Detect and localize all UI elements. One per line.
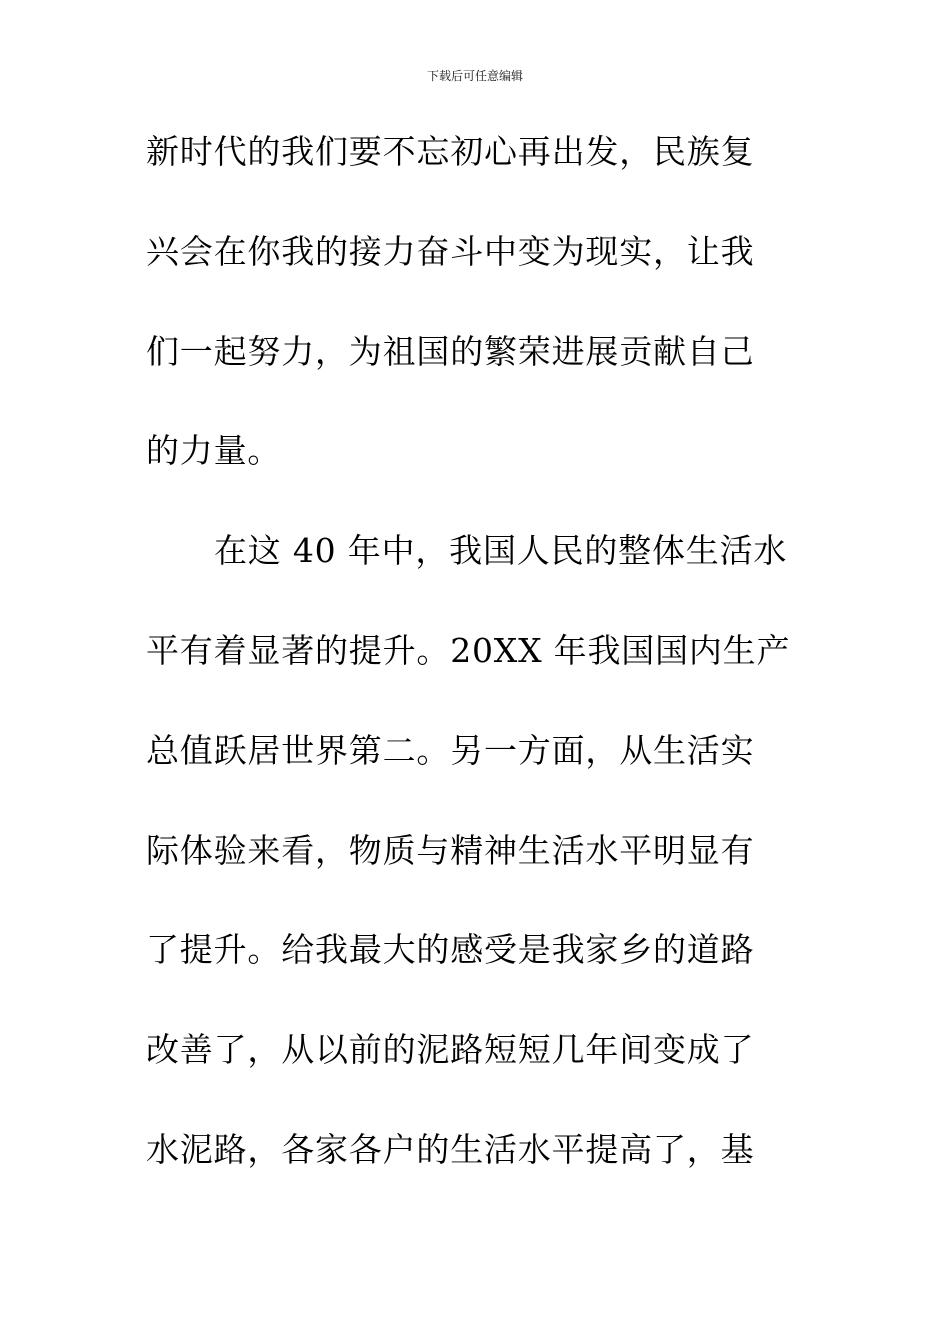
- paragraph-line: 的力量。: [146, 431, 282, 470]
- paragraph-line: 在这 40 年中，我国人民的整体生活水: [214, 531, 788, 570]
- paragraph-line: 们一起努力，为祖国的繁荣进展贡献自己: [146, 332, 755, 371]
- paragraph-line: 改善了，从以前的泥路短短几年间变成了: [146, 1030, 755, 1069]
- paragraph-line: 际体验来看，物质与精神生活水平明显有: [146, 831, 755, 870]
- header-note: 下载后可任意编辑: [426, 69, 523, 83]
- paragraph-line: 平有着显著的提升。20XX 年我国国内生产: [146, 631, 791, 670]
- paragraph-line: 兴会在你我的接力奋斗中变为现实，让我: [146, 232, 755, 271]
- paragraph-line: 水泥路，各家各户的生活水平提高了，基: [146, 1130, 755, 1169]
- paragraph-line: 总值跃居世界第二。另一方面，从生活实: [146, 731, 755, 770]
- paragraph-line: 了提升。给我最大的感受是我家乡的道路: [146, 930, 755, 969]
- paragraph-line: 新时代的我们要不忘初心再出发，民族复: [146, 132, 755, 171]
